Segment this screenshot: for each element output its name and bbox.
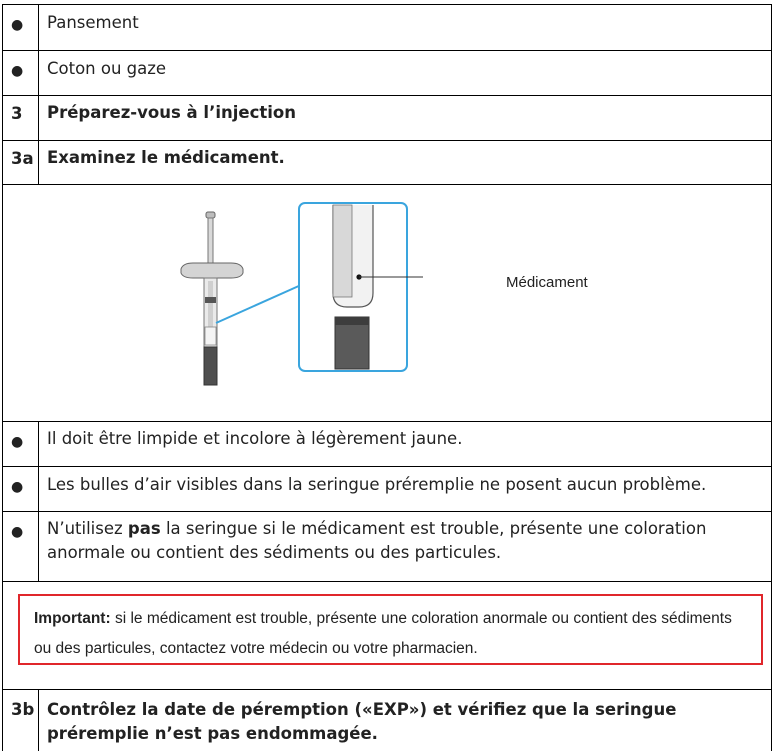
row-text: Il doit être limpide et incolore à légèrement jaune.: [47, 429, 463, 448]
table-row: [2, 51, 772, 96]
table-row: [2, 5, 772, 51]
important-row: [2, 582, 772, 690]
table-row: [2, 422, 772, 467]
table-row: [2, 141, 772, 185]
row-text: Les bulles d’air visibles dans la seringue préremplie ne posent aucun problème.: [47, 475, 707, 494]
step-number: 3: [11, 104, 23, 123]
step-heading: Examinez le médicament.: [47, 148, 285, 167]
syringe-figure: [3, 185, 770, 421]
row-text: N’utilisez pas la seringue si le médicament est trouble, présente une coloration anormale ou contient des sédiments ou des particules.: [47, 519, 707, 562]
bullet: ●: [11, 434, 24, 450]
important-text: Important: si le médicament est trouble, présente une coloration anormale ou contient des sédiments ou des particules, contactez votre médecin ou votre pharmacien.: [34, 610, 732, 657]
step-number: 3b: [11, 700, 35, 719]
table-row: [2, 96, 772, 141]
step-number: 3a: [11, 149, 34, 168]
bullet: ●: [11, 524, 24, 540]
step-heading: Contrôlez la date de péremption («EXP») et vérifiez que la seringue préremplie n’est pas endommagée.: [47, 700, 677, 743]
bullet: ●: [11, 63, 24, 79]
important-box: [18, 594, 763, 665]
row-text: Pansement: [47, 13, 139, 32]
bullet: ●: [11, 17, 24, 33]
medicament-label: Médicament: [506, 274, 588, 291]
table-row: [2, 512, 772, 582]
table-row: [2, 690, 772, 751]
table-row: [2, 467, 772, 512]
bullet: ●: [11, 479, 24, 495]
row-text: Coton ou gaze: [47, 59, 167, 78]
figure-row: [2, 185, 772, 422]
step-heading: Préparez-vous à l’injection: [47, 103, 297, 122]
